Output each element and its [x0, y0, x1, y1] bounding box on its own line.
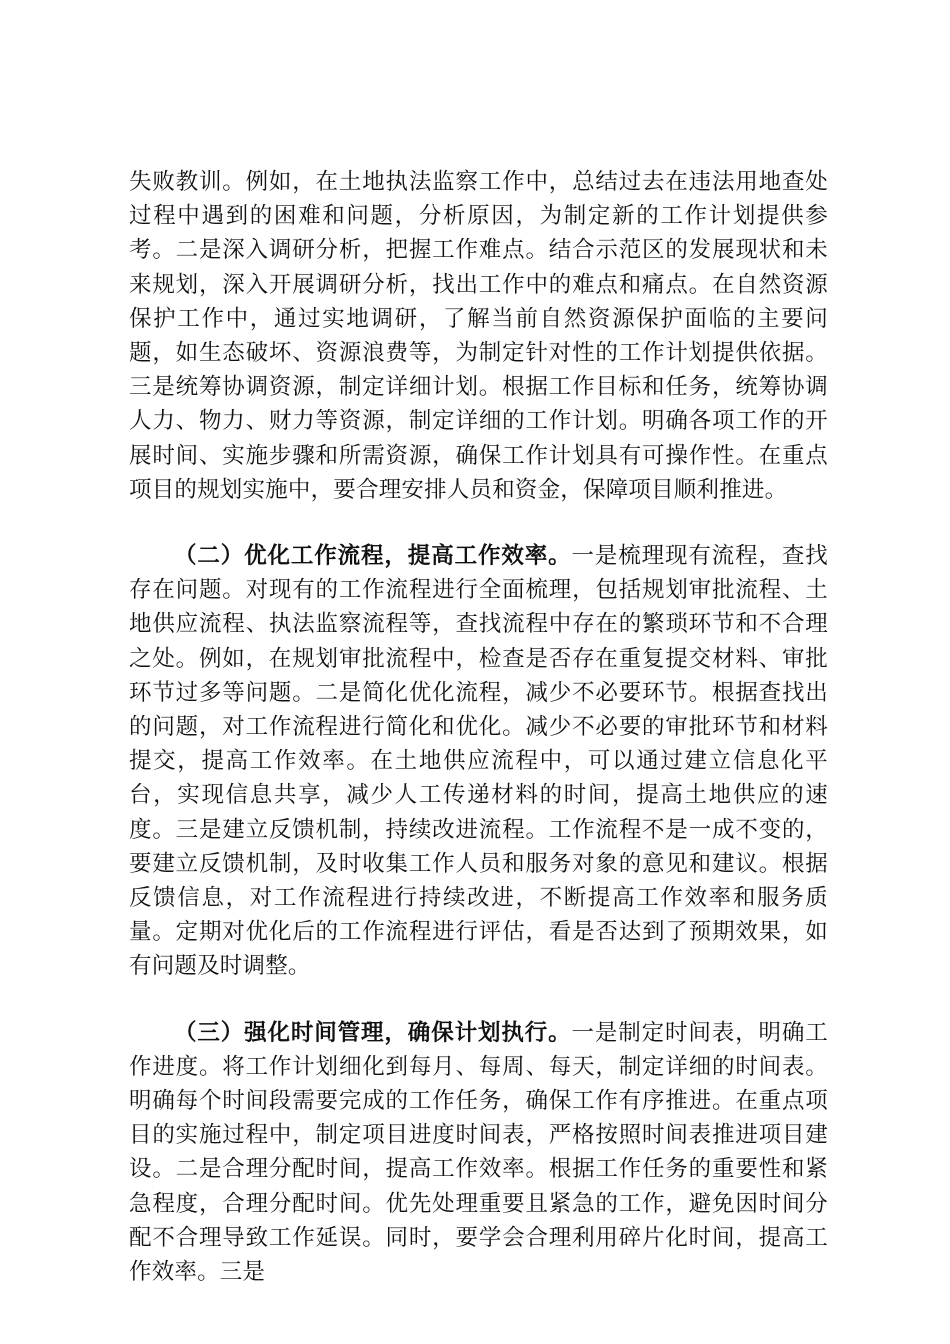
paragraph-3: [129, 1016, 828, 1290]
paragraph-2-body: 一是梳理现有流程，查找存在问题。对现有的工作流程进行全面梳理，包括规划审批流程、土地供应流程、执法监察流程等，查找流程中存在的繁琐环节和不合理之处。例如，在规划审批流程中，检查是否存在重复提交材料、审批环节过多等问题。二是简化优化流程，减少不必要环节。根据查找出的问题，对工作流程进行简化和优化。减少不必要的审批环节和材料提交，提高工作效率。在土地供应流程中，可以通过建立信息化平台，实现信息共享，减少人工传递材料的时间，提高土地供应的速度。三是建立反馈机制，持续改进流程。工作流程不是一成不变的，要建立反馈机制，及时收集工作人员和服务对象的意见和建议。根据反馈信息，对工作流程进行持续改进，不断提高工作效率和服务质量。定期对优化后的工作流程进行评估，看是否达到了预期效果，如有问题及时调整。: [129, 543, 828, 980]
paragraph-2: [129, 539, 828, 984]
paragraph-2-heading: （二）优化工作流程，提高工作效率。: [174, 543, 572, 570]
paragraph-3-heading: （三）强化时间管理，确保计划执行。: [174, 1019, 572, 1046]
paragraph-1: [129, 165, 828, 507]
paragraph-3-body: 一是制定时间表，明确工作进度。将工作计划细化到每月、每周、每天，制定详细的时间表。明确每个时间段需要完成的工作任务，确保工作有序推进。在重点项目的实施过程中，制定项目进度时间表，严格按照时间表推进项目建设。二是合理分配时间，提高工作效率。根据工作任务的重要性和紧急程度，合理分配时间。优先处理重要且紧急的工作，避免因时间分配不合理导致工作延误。同时，要学会合理利用碎片化时间，提高工作效率。三是: [129, 1019, 828, 1286]
paragraph-1-body: 失败教训。例如，在土地执法监察工作中，总结过去在违法用地查处过程中遇到的困难和问题，分析原因，为制定新的工作计划提供参考。二是深入调研分析，把握工作难点。结合示范区的发展现状和未来规划，深入开展调研分析，找出工作中的难点和痛点。在自然资源保护工作中，通过实地调研，了解当前自然资源保护面临的主要问题，如生态破坏、资源浪费等，为制定针对性的工作计划提供依据。三是统筹协调资源，制定详细计划。根据工作目标和任务，统筹协调人力、物力、财力等资源，制定详细的工作计划。明确各项工作的开展时间、实施步骤和所需资源，确保工作计划具有可操作性。在重点项目的规划实施中，要合理安排人员和资金，保障项目顺利推进。: [129, 169, 828, 503]
document-page: [129, 165, 828, 1289]
